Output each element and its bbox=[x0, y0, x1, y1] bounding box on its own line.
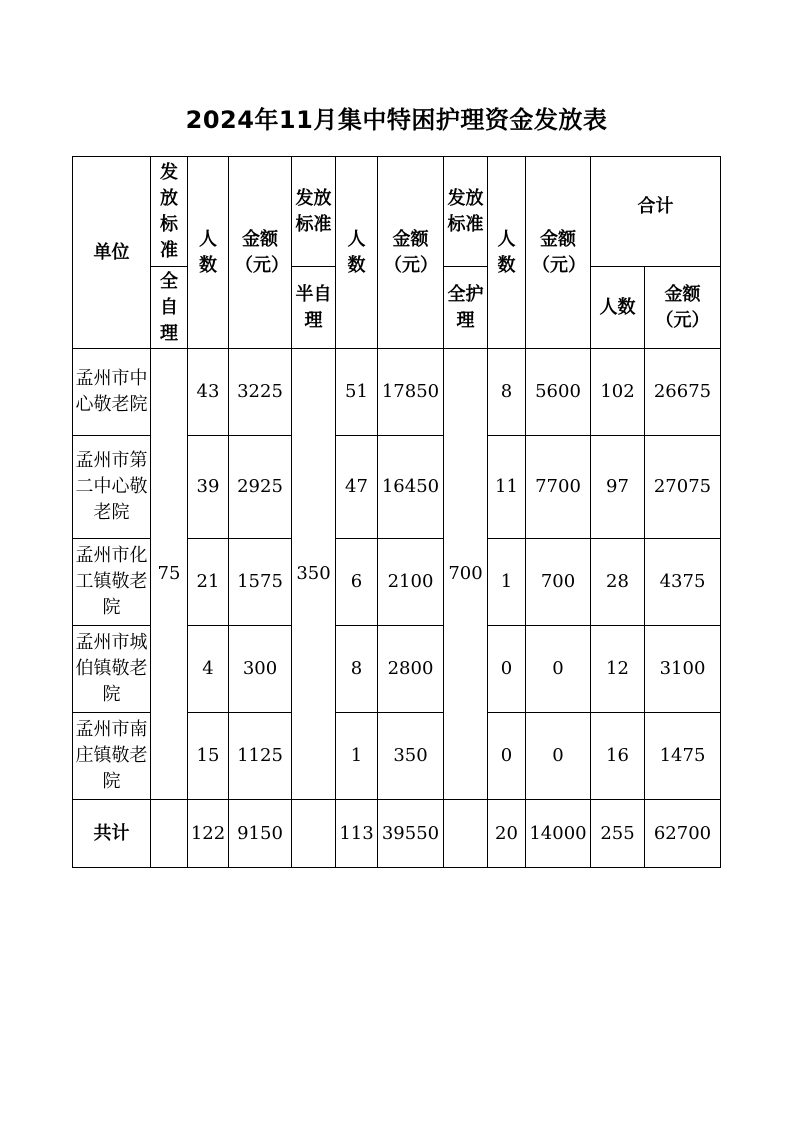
unit-cell: 孟州市城伯镇敬老院 bbox=[73, 626, 151, 713]
cell-hs-people: 47 bbox=[336, 436, 378, 539]
cell-fc-people: 0 bbox=[488, 713, 526, 800]
cell-fc-amount: 700 bbox=[526, 539, 591, 626]
header-people-full-care: 人数 bbox=[488, 157, 526, 349]
header-care-full-care: 全护理 bbox=[444, 267, 488, 349]
cell-fs-amount: 300 bbox=[229, 626, 292, 713]
totals-total-people: 255 bbox=[591, 800, 645, 868]
header-people-full-self: 人数 bbox=[188, 157, 229, 349]
totals-row bbox=[73, 800, 721, 868]
cell-hs-people: 1 bbox=[336, 713, 378, 800]
totals-fs-people: 122 bbox=[188, 800, 229, 868]
cell-total-people: 28 bbox=[591, 539, 645, 626]
cell-fc-people: 0 bbox=[488, 626, 526, 713]
cell-total-people: 12 bbox=[591, 626, 645, 713]
cell-fc-people: 8 bbox=[488, 349, 526, 436]
header-amount-full-care: 金额（元） bbox=[526, 157, 591, 349]
totals-fc-people: 20 bbox=[488, 800, 526, 868]
header-total: 合计 bbox=[591, 157, 721, 267]
cell-fs-people: 39 bbox=[188, 436, 229, 539]
cell-total-amount: 1475 bbox=[645, 713, 721, 800]
cell-hs-amount: 350 bbox=[378, 713, 444, 800]
header-care-full-self: 全自理 bbox=[151, 267, 188, 349]
header-standard-full-care: 发放标准 bbox=[444, 157, 488, 267]
totals-fc-amount: 14000 bbox=[526, 800, 591, 868]
payment-table bbox=[72, 156, 721, 868]
header-amount-half-self: 金额（元） bbox=[378, 157, 444, 349]
table-row bbox=[73, 349, 721, 436]
cell-total-amount: 3100 bbox=[645, 626, 721, 713]
cell-hs-people: 6 bbox=[336, 539, 378, 626]
cell-hs-amount: 16450 bbox=[378, 436, 444, 539]
cell-fs-amount: 2925 bbox=[229, 436, 292, 539]
standard-half-self: 350 bbox=[292, 349, 336, 800]
header-people-half-self: 人数 bbox=[336, 157, 378, 349]
cell-fs-people: 43 bbox=[188, 349, 229, 436]
header-standard-half-self: 发放标准 bbox=[292, 157, 336, 267]
cell-fs-people: 21 bbox=[188, 539, 229, 626]
standard-full-care: 700 bbox=[444, 349, 488, 800]
cell-fc-people: 1 bbox=[488, 539, 526, 626]
header-total-people: 人数 bbox=[591, 267, 645, 349]
cell-fc-people: 11 bbox=[488, 436, 526, 539]
cell-fs-amount: 1125 bbox=[229, 713, 292, 800]
unit-cell: 孟州市南庄镇敬老院 bbox=[73, 713, 151, 800]
cell-total-people: 97 bbox=[591, 436, 645, 539]
totals-hs-amount: 39550 bbox=[378, 800, 444, 868]
cell-fs-amount: 3225 bbox=[229, 349, 292, 436]
totals-standard-blank bbox=[292, 800, 336, 868]
unit-cell: 孟州市第二中心敬老院 bbox=[73, 436, 151, 539]
cell-hs-people: 8 bbox=[336, 626, 378, 713]
standard-full-self: 75 bbox=[151, 349, 188, 800]
cell-fc-amount: 7700 bbox=[526, 436, 591, 539]
cell-hs-people: 51 bbox=[336, 349, 378, 436]
totals-fs-amount: 9150 bbox=[229, 800, 292, 868]
totals-standard-blank bbox=[151, 800, 188, 868]
cell-fc-amount: 0 bbox=[526, 626, 591, 713]
cell-total-people: 102 bbox=[591, 349, 645, 436]
totals-total-amount: 62700 bbox=[645, 800, 721, 868]
unit-cell: 孟州市中心敬老院 bbox=[73, 349, 151, 436]
header-care-half-self: 半自理 bbox=[292, 267, 336, 349]
cell-total-amount: 26675 bbox=[645, 349, 721, 436]
header-unit: 单位 bbox=[73, 157, 151, 349]
cell-fc-amount: 5600 bbox=[526, 349, 591, 436]
cell-hs-amount: 2100 bbox=[378, 539, 444, 626]
totals-standard-blank bbox=[444, 800, 488, 868]
header-total-amount: 金额（元） bbox=[645, 267, 721, 349]
header-amount-full-self: 金额（元） bbox=[229, 157, 292, 349]
header-row-1 bbox=[73, 157, 721, 267]
totals-label: 共计 bbox=[73, 800, 151, 868]
page-title: 2024年11月集中特困护理资金发放表 bbox=[185, 106, 608, 134]
header-standard-full-self: 发放标准 bbox=[151, 157, 188, 267]
cell-hs-amount: 17850 bbox=[378, 349, 444, 436]
totals-hs-people: 113 bbox=[336, 800, 378, 868]
cell-fs-people: 15 bbox=[188, 713, 229, 800]
cell-total-amount: 27075 bbox=[645, 436, 721, 539]
cell-fs-amount: 1575 bbox=[229, 539, 292, 626]
cell-total-amount: 4375 bbox=[645, 539, 721, 626]
unit-cell: 孟州市化工镇敬老院 bbox=[73, 539, 151, 626]
cell-fs-people: 4 bbox=[188, 626, 229, 713]
cell-hs-amount: 2800 bbox=[378, 626, 444, 713]
cell-fc-amount: 0 bbox=[526, 713, 591, 800]
cell-total-people: 16 bbox=[591, 713, 645, 800]
